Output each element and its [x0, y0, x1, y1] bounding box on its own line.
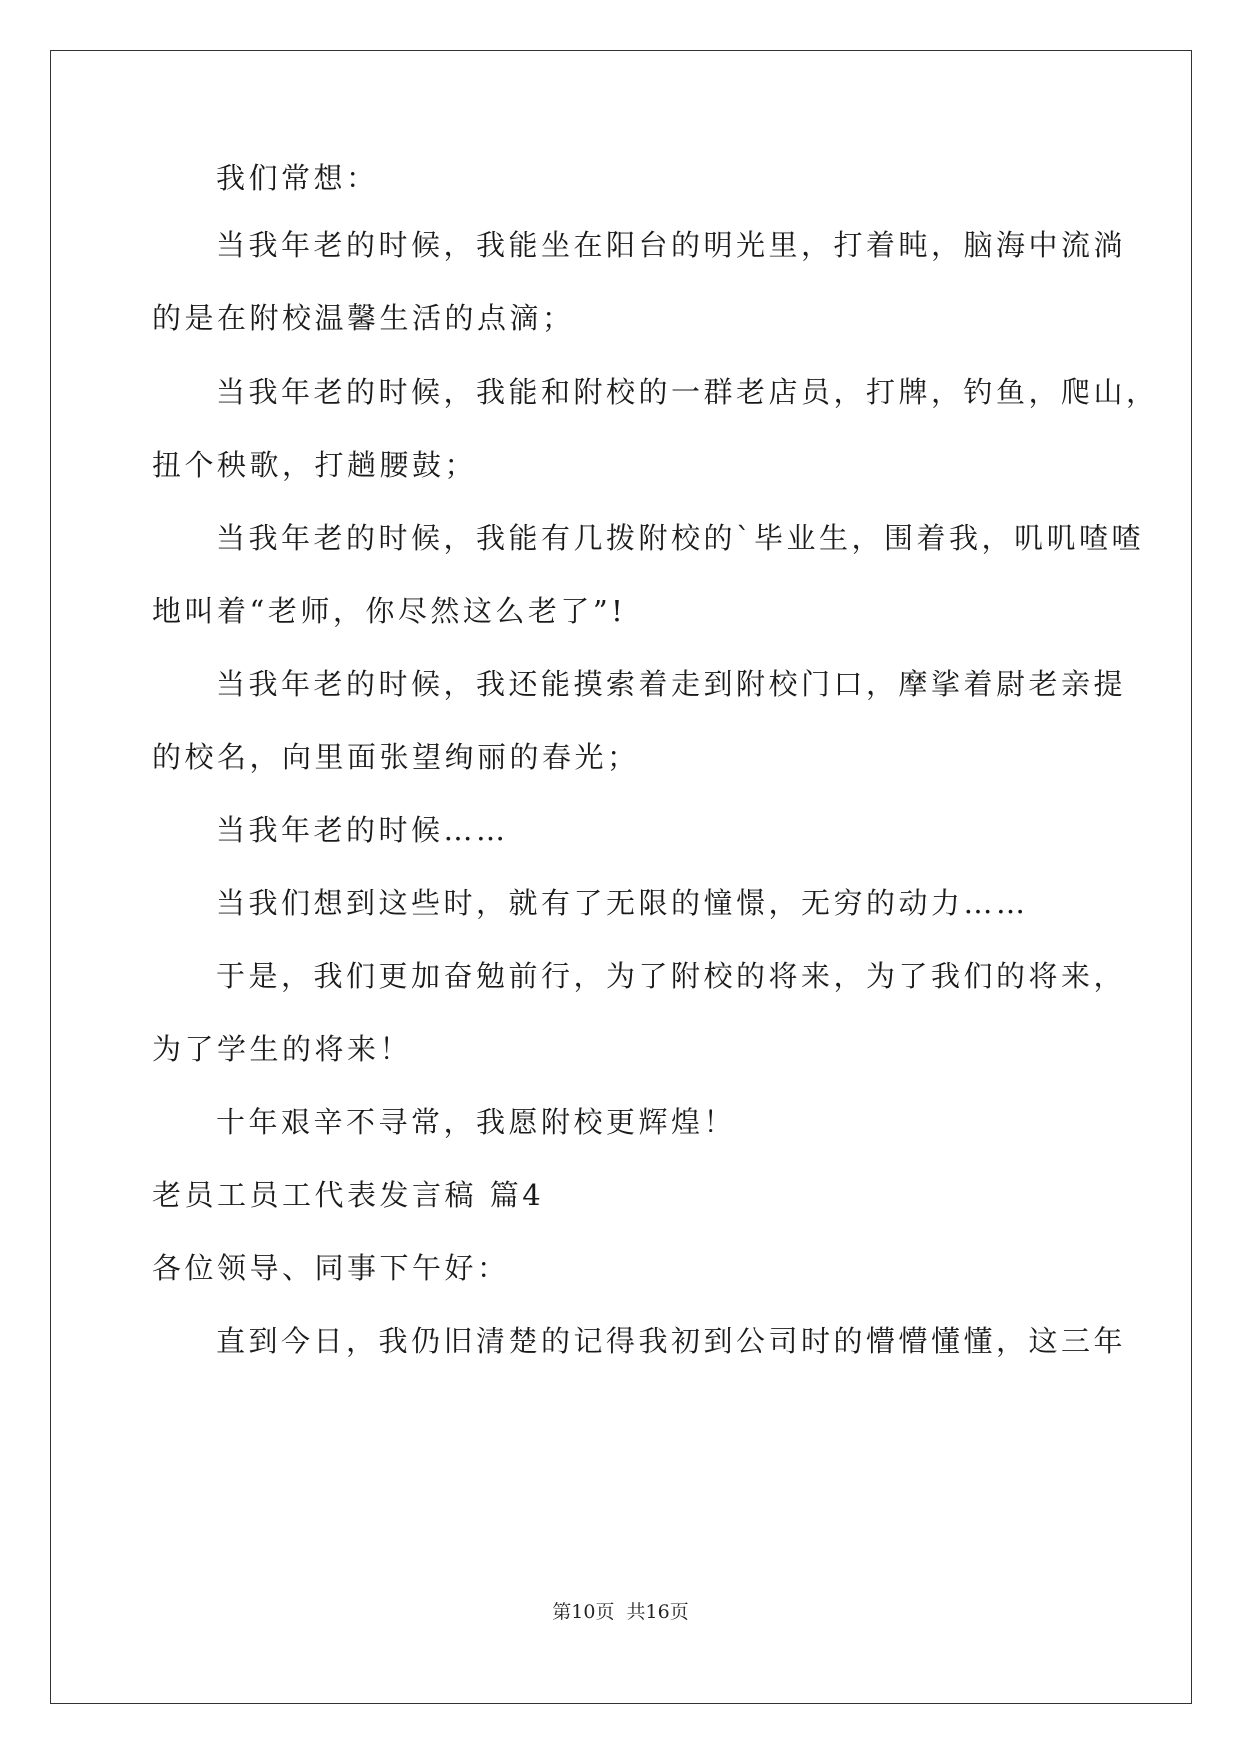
paragraph-line: 十年艰辛不寻常，我愿附校更辉煌！ [216, 1105, 737, 1139]
salutation-line: 各位领导、同事下午好： [152, 1251, 510, 1285]
paragraph-line: 的校名，向里面张望绚丽的春光； [152, 740, 640, 774]
paragraph-line: 直到今日，我仍旧清楚的记得我初到公司时的懵懵懂懂，这三年 [216, 1324, 1127, 1358]
paragraph-line: 当我年老的时候，我还能摸索着走到附校门口，摩挲着尉老亲提 [216, 667, 1127, 701]
paragraph-line: 我们常想： [216, 161, 379, 195]
paragraph-line: 当我年老的时候，我能有几拨附校的`毕业生，围着我，叽叽喳喳 [216, 521, 1145, 555]
paragraph-line: 于是，我们更加奋勉前行，为了附校的将来，为了我们的将来， [216, 959, 1127, 993]
page-total: 共16页 [626, 1601, 689, 1623]
paragraph-line: 为了学生的将来！ [152, 1032, 413, 1066]
paragraph-line: 当我年老的时候，我能和附校的一群老店员，打牌，钓鱼，爬山， [216, 375, 1159, 409]
paragraph-line: 当我们想到这些时，就有了无限的憧憬，无穷的动力…… [216, 886, 1029, 920]
paragraph-line: 当我年老的时候…… [216, 813, 509, 847]
paragraph-line: 扭个秧歌，打趟腰鼓； [152, 448, 478, 482]
paragraph-line: 地叫着“老师，你尽然这么老了”! [152, 594, 627, 628]
paragraph-line: 当我年老的时候，我能坐在阳台的明光里，打着盹，脑海中流淌 [216, 228, 1127, 262]
page-number: 第10页 [552, 1601, 615, 1623]
page-footer [0, 1600, 1241, 1624]
section-heading: 老员工员工代表发言稿 篇4 [152, 1178, 545, 1212]
paragraph-line: 的是在附校温馨生活的点滴； [152, 301, 575, 335]
